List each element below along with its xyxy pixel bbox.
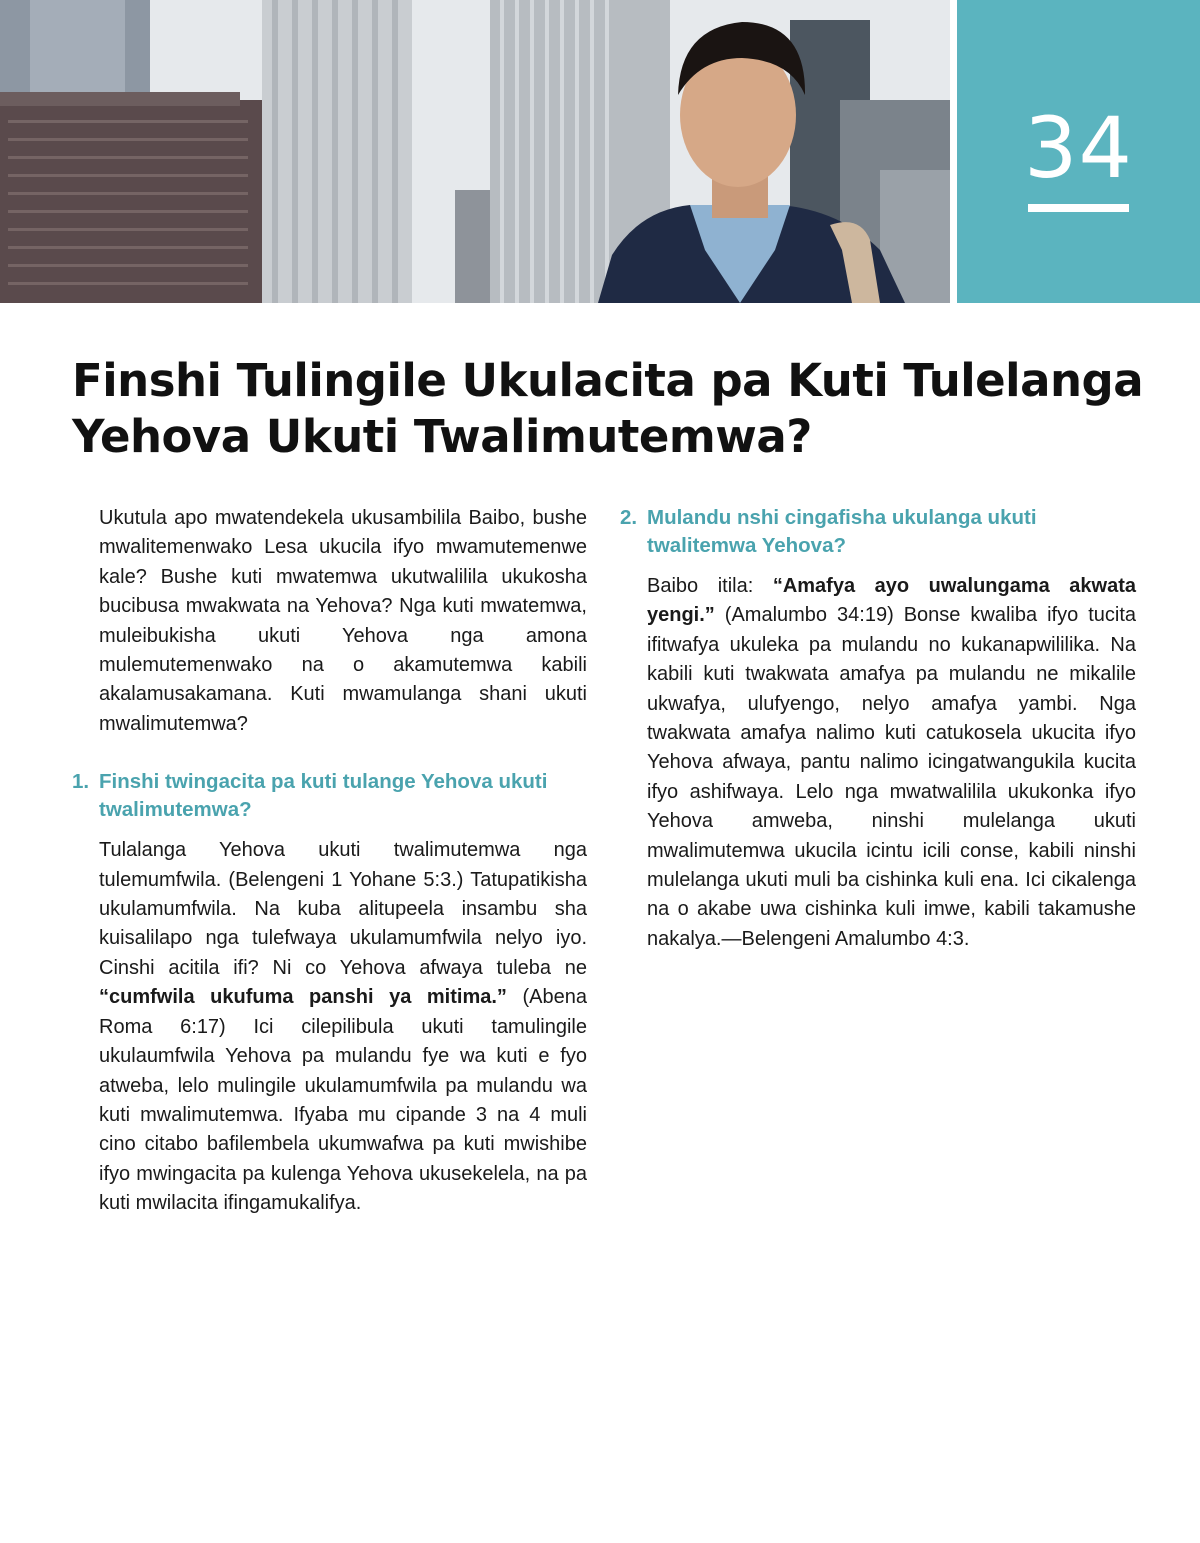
question-1-number: 1. bbox=[72, 770, 90, 794]
chapter-badge bbox=[957, 0, 1200, 303]
photo-man-city-skyline-icon bbox=[0, 0, 950, 303]
intro-paragraph: Ukutula apo mwatendekela ukusambilila Baibo, bushe mwalitemenwako Lesa ukucila ifyo mwamutemenwe kale? Bushe kuti mwatemwa ukutwalilila ukukosha bucibusa mwakwata na Yehova? Nga kuti mwatemwa, muleibukisha ukuti Yehova nga amona mulemutemenwako na o akamutemwa kabili akalamusakamana. Kuti mwamulanga shani ukuti mwalimutemwa? bbox=[99, 507, 587, 735]
chapter-number: 34 bbox=[1024, 99, 1133, 197]
answer-1-text-b: (Abena Roma 6:17) Ici cilepilibula ukuti tamulingile ukulaumfwila Yehova pa mulandu fye wa kuti e fyo atweba, lelo mulingile ukulamumfwila pa mulandu wa kuti mwalimutemwa. Ifyaba mu cipande 3 na 4 muli cino citabo bafilembela ukumwafwa pa kuti mwishibe ifyo mwingacita pa kulenga Yehova ukusekelela, na pa kuti mwilacita ifingamukalifya. bbox=[99, 986, 587, 1215]
answer-2-text-a: Baibo itila: bbox=[647, 575, 773, 597]
question-1-text: Finshi twingacita pa kuti tulange Yehova ukuti twalimutemwa? bbox=[99, 770, 548, 822]
left-column bbox=[72, 504, 587, 1219]
question-2-number: 2. bbox=[620, 506, 638, 529]
chapter-rule bbox=[1028, 204, 1129, 212]
answer-1-text-a: Tulalanga Yehova ukuti twalimutemwa nga tulemumfwila. (Belengeni 1 Yohane 5:3.) Tatupatikisha ukulamumfwila. Na kuba alitupeela insambu sha kuisalilapo nga tulefwaya ukulamumfwila nelyo iyo. Cinshi acitila ifi? Ni co Yehova afwaya tuleba ne bbox=[99, 839, 587, 979]
answer-2-paragraph bbox=[647, 572, 1136, 954]
answer-1-quote: “cumfwila ukufuma panshi ya mitima.” bbox=[99, 986, 507, 1009]
answer-1-paragraph bbox=[99, 836, 587, 1218]
page-title: Finshi Tulingile Ukulacita pa Kuti Tulelanga Yehova Ukuti Twalimutemwa? bbox=[72, 354, 1144, 463]
question-2 bbox=[620, 504, 1136, 560]
right-column bbox=[620, 504, 1136, 954]
answer-2-text-b: (Amalumbo 34:19) Bonse kwaliba ifyo tucita ifitwafya ukuleka pa mulandu no kukanapwililika. Na kabili kuti twakwata amafya pa mulandu ne mikalile ukwafya, ulufyengo, nelyo amafya yambi. Nga twakwata amafya nalimo kuti catukosela ukucita ifyo Yehova afwaya, pantu nalimo icingatwangukila kucita ifyo ashifwaya. Lelo nga mwatwalilila ukukonka ifyo Yehova amweba, ninshi mulelanga ukuti mwalimutemwa ukucila icintu icili conse, kabili ninshi mulelanga ukuti muli ba cishinka kuli ena. Ici cikalenga na o akabe uwa cishinka kuli imwe, kabili takamushe nakalya.—Belengeni Amalumbo 4:3. bbox=[647, 604, 1136, 950]
header-photo bbox=[0, 0, 950, 303]
question-1 bbox=[72, 768, 587, 824]
answer-2-quote: “Amafya ayo uwalungama akwata yengi.” bbox=[647, 575, 1136, 627]
question-2-text: Mulandu nshi cingafisha ukulanga ukuti twalitemwa Yehova? bbox=[647, 506, 1037, 557]
